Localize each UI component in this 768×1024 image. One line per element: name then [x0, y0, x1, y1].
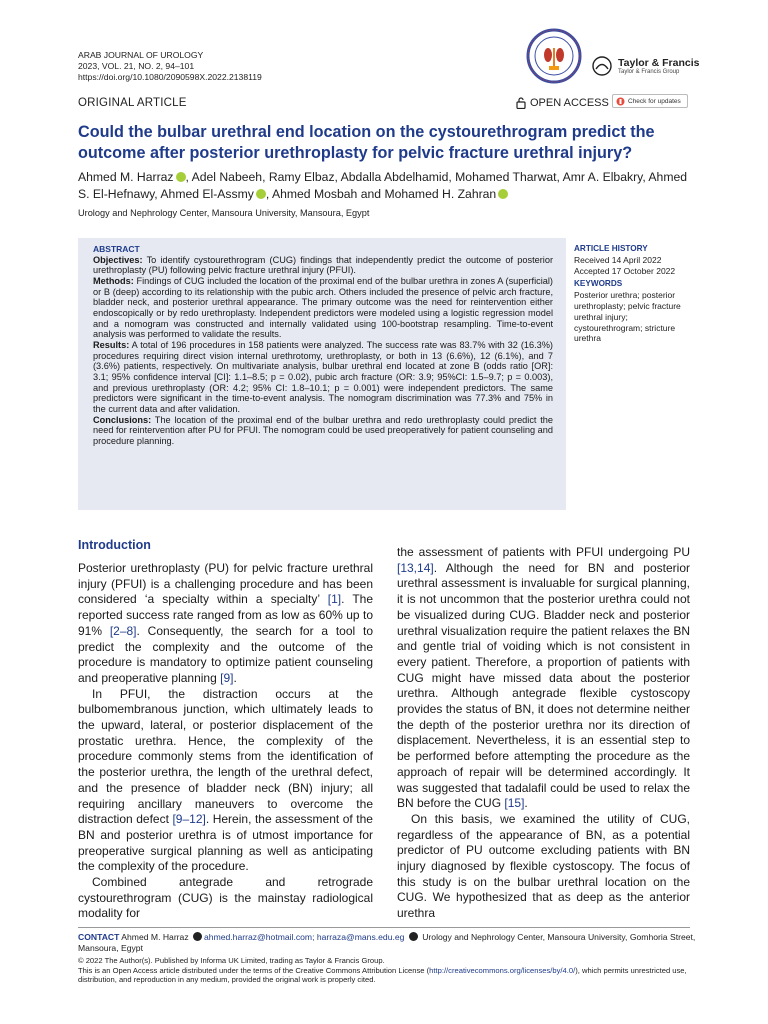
orcid-icon[interactable]: [498, 189, 508, 199]
history-heading: ARTICLE HISTORY: [574, 244, 648, 253]
orcid-icon[interactable]: [176, 172, 186, 182]
check-updates-label: Check for updates: [628, 97, 681, 105]
author-last[interactable]: , Ahmed Mosbah and Mohamed H. Zahran: [265, 186, 497, 201]
publisher-group: Taylor & Francis Group: [618, 68, 680, 75]
contact-info: CONTACT Ahmed M. Harraz ahmed.harraz@hotmail.com; harraza@mans.edu.eg Urology and Nephrology Center, Mansoura University, Gomhoria Street, Mansoura, Egypt: [78, 932, 696, 953]
contact-label: CONTACT: [78, 932, 120, 942]
body-column-left: [78, 561, 373, 922]
paragraph: In PFUI, the distraction occurs at the bulbomembranous junction, which ultimately leads to the upward, lateral, or posterior displacement of the prostatic urethra. Hence, the complexity of the procedure commonly stems from the identification of the posterior urethra, the length of the urethral defect, and the presence of bladder neck (BN) injury; all requiring ancillary maneuvers to overcome the distraction defect [9–12]. Herein, the assessment of the BN and posterior urethra is of utmost importance for preoperative surgical planning as well as anticipating the complexity of the procedure.: [78, 686, 373, 874]
author-first[interactable]: Ahmed M. Harraz: [78, 170, 174, 184]
citation-link[interactable]: [2–8]: [109, 623, 137, 638]
author-list: [78, 169, 690, 202]
paragraph: Posterior urethroplasty (PU) for pelvic fracture urethral injury (PFUI) is a challenging procedure and has been considered ‘a specialty within a specialty’ [1]. The reported success rate ranged from as low as 60% up to 91% [2–8]. Consequently, the search for a tool to predict the complexity and the outcome of the procedure is mandatory to optimize patient counseling and preoperative planning [9].: [78, 561, 374, 685]
keywords-text: Posterior urethra; posterior urethroplasty; pelvic fracture urethral injury; cystourethrogram; stricture urethra: [574, 290, 681, 344]
copyright: © 2022 The Author(s). Published by Informa UK Limited, trading as Taylor & Francis Group.: [78, 956, 385, 965]
article-title: Could the bulbar urethral end location on the cystourethrogram predict the outcome after posterior urethroplasty for pelvic fracture urethral injury?: [78, 123, 655, 162]
contact-name: Ahmed M. Harraz: [119, 932, 192, 942]
citation-link[interactable]: [9]: [220, 670, 234, 685]
doi-link[interactable]: https://doi.org/10.1080/2090598X.2022.2138119: [78, 72, 262, 82]
author-middle[interactable]: , Adel Nabeeh, Ramy Elbaz, Abdalla Abdelhamid, Mohamed Tharwat, Amr A. Elbakry, Ahmed S. El-Hefnawy, Ahmed El-Assmy: [78, 170, 688, 201]
check-updates-button[interactable]: [612, 94, 688, 108]
abstract-results: Results: A total of 196 procedures in 158 patients were analyzed. The success rate was 83.7% with 32 (16.3%) procedures requiring direct vision internal urethrotomy, urethroplasty, or both in 13 (6.6%), 12 (6.1%), and 7 (3.6%) patients, respectively. On multivariate analysis, bulbar urethral end located at zone B (odds ratio [OR]: 3.1; 95% confidence interval [CI]: 1.1–8.5; p = 0.02), pubic arch fracture (OR: 3.9; 95%CI: 1.5–9.7; p = 0.003), and previous urethroplasty (OR: 4.2; 95% CI: 1.8–10.1; p = 0.001) were independent predictors. The same predictors were significant in the time-to-event analysis. The nomogram discrimination was 77.3% and 75% in the current data and after validation.: [93, 339, 553, 414]
citation-link[interactable]: [1]: [327, 592, 342, 607]
body-column-right: [397, 545, 690, 922]
accepted-date: Accepted 17 October 2022: [574, 265, 676, 276]
crossmark-icon: [616, 97, 625, 106]
citation-link[interactable]: [9–12]: [172, 812, 206, 827]
license-link[interactable]: http://creativecommons.org/licenses/by/4.0/: [429, 965, 576, 975]
open-lock-icon: [516, 97, 526, 109]
abstract-methods: Methods: Findings of CUG included the location of the proximal end of the bulbar urethra in zones A (superficial) or B (deep) according to its relationship with the pubic arch. Others included the presence of pelvic arch fracture, bladder neck, and posterior urethral appearance. The primary outcome was the need for reintervention either endoscopically or by redo urethroplasty. Independent predictors were modeled using a logistic regression model and a nomogram was constructed and internally validated using 100-bootstrap resampling. Time-to-event analysis was performed to validate the results.: [93, 275, 553, 340]
association-seal-logo: [526, 28, 582, 84]
publisher-name: Taylor & Francis: [618, 56, 700, 69]
license-footer: [78, 956, 698, 985]
publisher-logo: [592, 56, 700, 76]
paragraph: the assessment of patients with PFUI undergoing PU [13,14]. Although the need for BN and posterior urethral assessment is invaluable for surgical planning, it is not uncommon that the posterior urethra could not be visualized during CUG. Bladder neck and posterior urethral visualization require the patient relaxes the BN and gentle trial of voiding which is not consistent in every patient. Therefore, a proportion of patients with CUG might have missed data about the posterior urethra. Although antegrade flexible cystoscopy provides the status of BN, it does not determine neither the depth of the posterior urethra nor its direction of displacement. Nevertheless, it is an essential step to be performed before attempting the procedure as the approach of repair will be determined accordingly. It was suggested that tadalafil could be used to relax the BN before the CUG [15].: [397, 545, 690, 811]
paragraph: Combined antegrade and retrograde cystourethrogram (CUG) is the mainstay radiological modality for: [78, 875, 373, 921]
license-text: This is an Open Access article distributed under the terms of the Creative Commons Attribution License (http://creativecommons.org/licenses/by/4.0/), which permits unrestricted use, distribution, and reproduction in any medium, provided the original work is properly cited.: [78, 965, 687, 985]
open-access-label: OPEN ACCESS: [530, 97, 609, 109]
article-type: ORIGINAL ARTICLE: [78, 97, 187, 109]
email-link[interactable]: harraza@mans.edu.eg: [316, 932, 405, 942]
section-heading-introduction: Introduction: [78, 538, 151, 552]
citation-link[interactable]: [13,14]: [397, 560, 434, 575]
journal-name: ARAB JOURNAL OF UROLOGY: [78, 50, 204, 60]
email-link[interactable]: ahmed.harraz@hotmail.com: [204, 932, 313, 942]
abstract-heading: ABSTRACT: [93, 244, 140, 254]
footer-divider: [78, 927, 690, 928]
citation-link[interactable]: [15]: [504, 796, 525, 811]
orcid-icon[interactable]: [256, 189, 266, 199]
affiliation: Urology and Nephrology Center, Mansoura University, Mansoura, Egypt: [78, 208, 370, 218]
journal-volume: 2023, VOL. 21, NO. 2, 94–101: [78, 61, 195, 71]
abstract-conclusions: Conclusions: The location of the proximal end of the bulbar urethra and redo urethroplasty could predict the need for reintervention after PU for PFUI. The nomogram could be used preoperatively for patient counseling and procedure planning.: [93, 414, 553, 446]
paragraph: On this basis, we examined the utility of CUG, regardless of the appearance of BN, as a potential predictor of PU outcome excluding patients with BN injury diagnosed by flexible cystoscopy. The focus of this study is on the bulbar urethral location on the CUG. We hypothesized that as deep as the anterior urethra: [397, 811, 690, 921]
taylor-francis-icon: [592, 56, 612, 76]
address-icon: [409, 932, 418, 941]
received-date: Received 14 April 2022: [574, 254, 662, 265]
abstract-objectives: Objectives: To identify cystourethrogram (CUG) findings that independently predict the outcome of posterior urethroplasty (PU) following pelvic fracture urethral injury (PFUI).: [93, 254, 553, 276]
article-sidebar: [574, 244, 694, 344]
email-icon: [193, 932, 202, 941]
abstract: [93, 244, 553, 446]
keywords-heading: KEYWORDS: [574, 279, 623, 289]
open-access-badge: [516, 97, 609, 109]
journal-header: [78, 50, 262, 83]
contact-address: Urology and Nephrology Center, Mansoura University, Gomhoria Street, Mansoura, Egypt: [78, 932, 696, 953]
